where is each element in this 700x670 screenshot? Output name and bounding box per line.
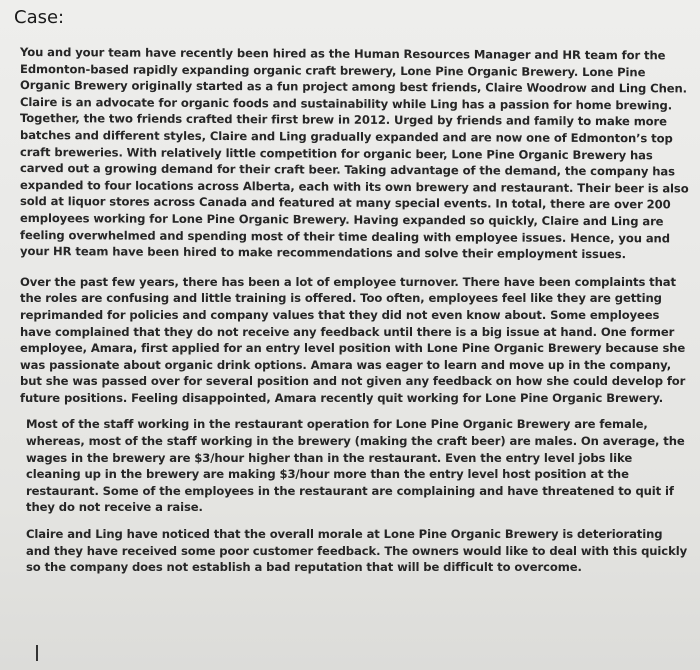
paragraph-intro <box>20 44 690 263</box>
case-heading: Case: <box>14 7 65 28</box>
paragraph-intro-rest: Lone Pine Organic Brewery originally started as a fun project among best friends, Claire Woodrow and Ling Chen. Claire is an advocate for organic foods and sustainability while Ling has a passion for home brewing. Together, the two friends crafted their first brew in 2012. Urged by friends and family to make more batches and different styles, Claire and Ling gradually expanded and are now one of Edmonton’s top craft breweries. With relatively little competition for organic beer, Lone Pine Organic Brewery has carved out a growing demand for their craft beer. Taking advantage of the demand, the company has expanded to four locations across Alberta, each with its own brewery and restaurant. Their beer is also sold at liquor stores across Canada and featured at many special events. In total, there are over 200 employees working for Lone Pine Organic Brewery. Having expanded so quickly, Claire and Ling are feeling overwhelmed and spending most of their time dealing with employee issues. Hence, you and your HR team have been hired to make recommendations and solve their employment issues. <box>20 64 689 262</box>
paragraph-intro-lead: You and your team have recently been hired as the Human Resources Manager and HR team for the Edmonton-based rapidly expanding organic craft brewery, <box>20 45 666 78</box>
paragraph-morale: Claire and Ling have noticed that the overall morale at Lone Pine Organic Brewery is deteriorating and they have received some poor customer feedback. The owners would like to deal with this quickly so the company does not establish a bad reputation that will be difficult to overcome. <box>26 527 688 575</box>
paragraph-wages: Most of the staff working in the restaurant operation for Lone Pine Organic Brewery are female, whereas, most of the staff working in the brewery (making the craft beer) are males. On average, the wages in the brewery are $3/hour higher than in the restaurant. Even the entry level jobs like cleaning up in the brewery are making $3/hour more than the entry level host position at the restaurant. Some of the employees in the restaurant are complaining and have threatened to quit if they do not receive a raise. <box>26 417 685 515</box>
paragraph-turnover: Over the past few years, there has been a lot of employee turnover. There have been complaints that the roles are confusing and little training is offered. Too often, employees feel like they are getting reprimanded for policies and company values that they did not even know about. Some employees have complained that they do not receive any feedback until there is a big issue at hand. One former employee, Amara, first applied for an entry level position with Lone Pine Organic Brewery because she was passionate about organic drink options. Amara was eager to learn and move up in the company, but she was passed over for several position and not given any feedback on how she could develop for future positions. Feeling disappointed, Amara recently quit working for Lone Pine Organic Brewery. <box>20 274 686 405</box>
text-cursor <box>36 645 38 661</box>
company-name-emphasis: Lone Pine Organic Brewery. <box>400 63 579 79</box>
